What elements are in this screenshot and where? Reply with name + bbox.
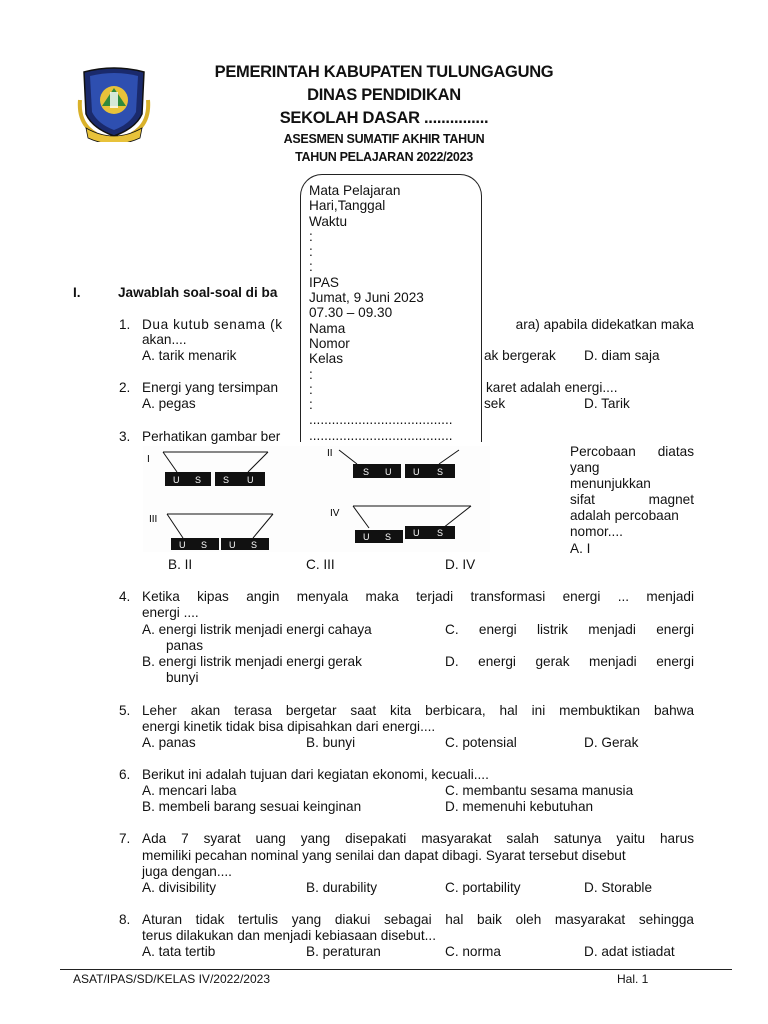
q1-text-c: akan.... (142, 332, 187, 347)
q3-option-c: C. III (306, 557, 335, 572)
info-line: Jumat, 9 Juni 2023 (309, 290, 424, 306)
q6-number: 6. (119, 767, 131, 782)
fig-i-s2: S (223, 475, 230, 485)
q1-text-b: ara) apabila didekatkan maka (515, 317, 694, 332)
q3-side-1: Percobaan diatas (570, 444, 694, 459)
q5-line1: Leher akan terasa bergetar saat kita berbicara, hal ini membuktikan bahwa (142, 703, 694, 718)
info-line: : (309, 259, 313, 275)
fig-label-ii: II (327, 448, 333, 459)
q6-option-c: C. membantu sesama manusia (445, 783, 634, 798)
q2-option-c: sek (484, 396, 506, 411)
fig-ii-u2: U (413, 467, 420, 477)
fig-i-u2: U (247, 475, 254, 485)
info-line: : (309, 366, 313, 382)
q4-option-c1: C. energi listrik menjadi energi (445, 622, 694, 637)
section-number: I. (73, 285, 81, 300)
q7-number: 7. (119, 831, 131, 846)
q4-option-a: A. energi listrik menjadi energi cahaya (142, 622, 372, 637)
q4-option-c2: panas (166, 638, 204, 653)
q7-line1: Ada 7 syarat uang yang disepakati masyarakat salah satunya yaitu harus (142, 831, 694, 846)
fig-ii-s1: S (363, 467, 370, 477)
q1-option-c: ak bergerak (484, 348, 556, 363)
q4-option-b: B. energi listrik menjadi energi gerak (142, 654, 362, 669)
footer-code: ASAT/IPAS/SD/KELAS IV/2022/2023 (73, 972, 270, 986)
info-line: : (309, 381, 313, 397)
q1-option-a: A. tarik menarik (142, 348, 237, 363)
q4-option-d2: bunyi (166, 670, 199, 685)
header-department: DINAS PENDIDIKAN (307, 86, 461, 104)
fig-iii-s2: S (251, 540, 258, 550)
q3-option-b: B. II (168, 557, 193, 572)
info-line: Kelas (309, 351, 344, 367)
q3-number: 3. (119, 429, 131, 444)
q6-line1: Berikut ini adalah tujuan dari kegiatan ekonomi, kecuali.... (142, 767, 489, 782)
q3-side-3: menunjukkan (570, 476, 651, 491)
q7-option-a: A. divisibility (142, 880, 217, 895)
q7-line3: juga dengan.... (142, 864, 232, 879)
q1-number: 1. (119, 317, 131, 332)
q4-line2: energi .... (142, 605, 199, 620)
q4-option-d1: D. energi gerak menjadi energi (445, 654, 694, 669)
fig-ii-u1: U (385, 467, 392, 477)
fig-i-u1: U (173, 475, 180, 485)
q3-option-a: A. I (570, 541, 591, 556)
fig-iv-u2: U (413, 528, 420, 538)
footer-page: Hal. 1 (617, 972, 649, 986)
q2-option-d: D. Tarik (584, 396, 630, 411)
q5-option-a: A. panas (142, 735, 196, 750)
q2-number: 2. (119, 380, 131, 395)
q8-option-c: C. norma (445, 944, 501, 959)
q2-text-b: karet adalah energi.... (486, 380, 618, 395)
q2-text-a: Energi yang tersimpan (142, 380, 279, 395)
q7-option-d: D. Storable (584, 880, 653, 895)
info-line: IPAS (309, 274, 339, 290)
info-line: : (309, 397, 313, 413)
q5-option-d: D. Gerak (584, 735, 639, 750)
info-line: Nomor (309, 335, 350, 351)
q3-text: Perhatikan gambar ber (142, 429, 281, 444)
fig-i-s1: S (195, 475, 202, 485)
q7-option-b: B. durability (306, 880, 378, 895)
info-line: Nama (309, 320, 346, 336)
q4-number: 4. (119, 589, 131, 604)
q8-line1: Aturan tidak tertulis yang diakui sebagai hal baik oleh masyarakat sehingga (142, 912, 694, 927)
fig-iii-s1: S (201, 540, 208, 550)
q3-side-2: yang (570, 460, 600, 475)
q6-option-d: D. memenuhi kebutuhan (445, 799, 594, 814)
fig-iii-u1: U (179, 540, 186, 550)
q3-side-4: sifat magnet (570, 492, 694, 507)
q2-option-a: A. pegas (142, 396, 196, 411)
magnet-figure (143, 446, 490, 552)
info-line: Hari,Tanggal (309, 198, 386, 214)
q5-option-c: C. potensial (445, 735, 517, 750)
q8-option-a: A. tata tertib (142, 944, 216, 959)
header-year: TAHUN PELAJARAN 2022/2023 (295, 150, 473, 164)
q7-option-c: C. portability (445, 880, 521, 895)
fig-ii-s2: S (437, 467, 444, 477)
header-assessment: ASESMEN SUMATIF AKHIR TAHUN (283, 132, 485, 146)
q3-option-d: D. IV (445, 557, 476, 572)
q6-option-a: A. mencari laba (142, 783, 237, 798)
fig-iv-s2: S (437, 528, 444, 538)
q8-number: 8. (119, 912, 131, 927)
header-regency: PEMERINTAH KABUPATEN TULUNGAGUNG (214, 63, 554, 81)
fig-label-iv: IV (330, 508, 340, 519)
fig-iv-u1: U (363, 532, 370, 542)
q3-side-6: nomor.... (570, 524, 623, 539)
fig-label-i: I (147, 454, 150, 465)
student-info-box (300, 174, 482, 442)
q5-option-b: B. bunyi (306, 735, 356, 750)
fig-iii-u2: U (229, 540, 236, 550)
q1-text-a: Dua kutub senama (k (142, 317, 283, 332)
info-line: ...................................... (309, 412, 453, 428)
q8-line2: terus dilakukan dan menjadi kebiasaan disebut... (142, 928, 436, 943)
q3-side-5: adalah percobaan (570, 508, 679, 523)
info-line: Waktu (309, 213, 348, 229)
q5-line2: energi kinetik tidak bisa dipisahkan dari energi.... (142, 719, 436, 734)
q6-option-b: B. membeli barang sesuai keinginan (142, 799, 362, 814)
q4-line1: Ketika kipas angin menyala maka terjadi transformasi energi ... menjadi (142, 589, 694, 604)
q8-option-d: D. adat istiadat (584, 944, 675, 959)
q5-number: 5. (119, 703, 131, 718)
section-title: Jawablah soal-soal di ba (118, 285, 278, 300)
info-line: : (309, 228, 313, 244)
info-line: : (309, 244, 313, 260)
footer-rule (60, 969, 732, 970)
fig-iv-s1: S (385, 532, 392, 542)
q7-line2: memiliki pecahan nominal yang senilai dan dapat dibagi. Syarat tersebut disebut (142, 848, 626, 863)
fig-label-iii: III (149, 514, 158, 525)
header-school: SEKOLAH DASAR ............... (279, 109, 489, 127)
q8-option-b: B. peraturan (306, 944, 381, 959)
q1-option-d: D. diam saja (584, 348, 660, 363)
info-line: 07.30 – 09.30 (309, 305, 393, 321)
info-line: Mata Pelajaran (309, 183, 401, 198)
info-line: ...................................... (309, 427, 453, 442)
